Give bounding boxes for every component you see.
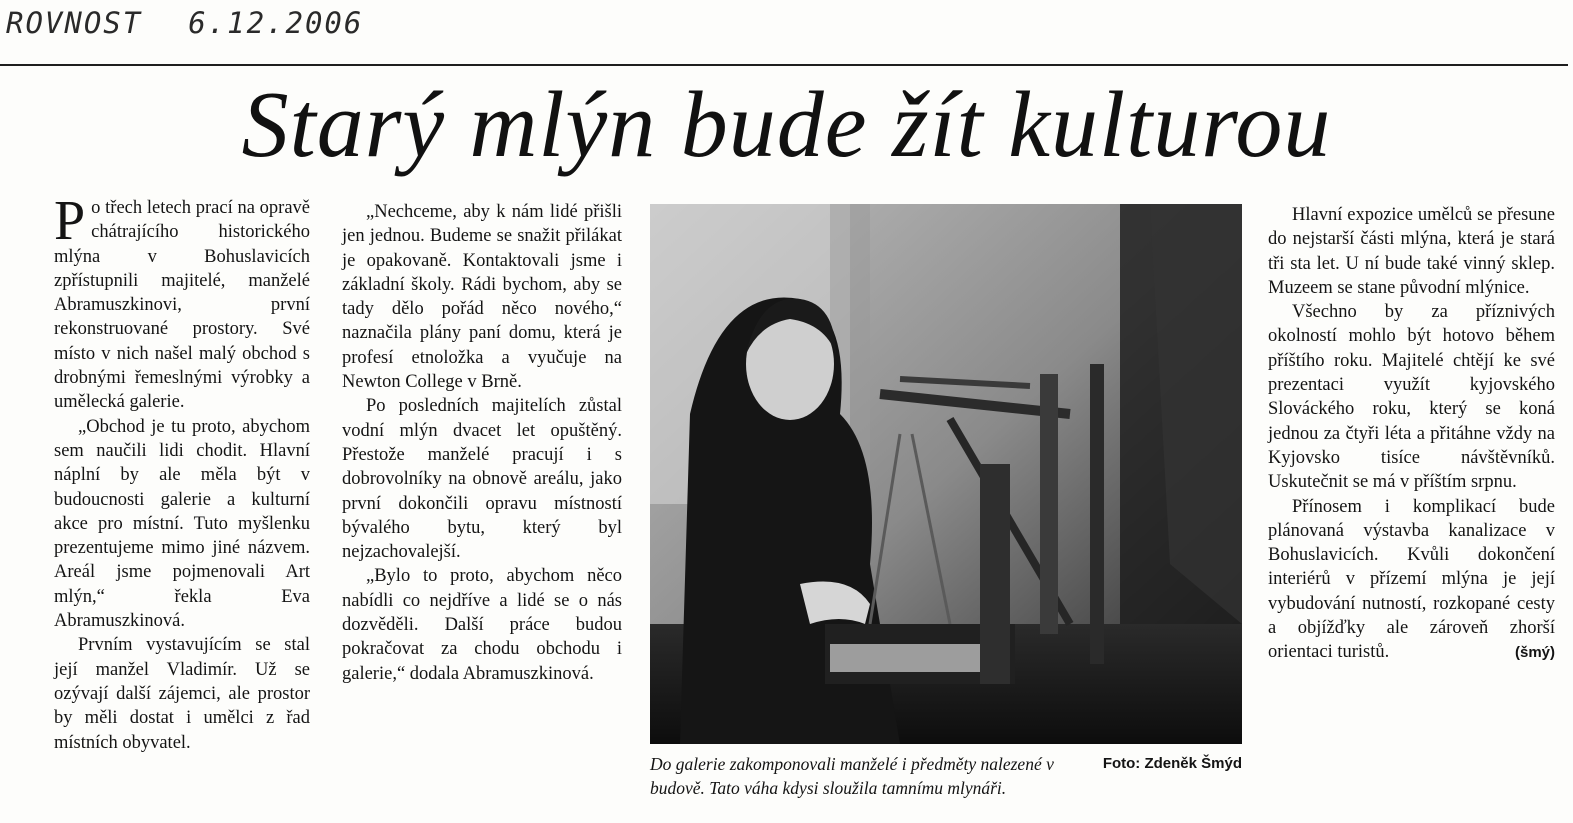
paragraph: Po posledních majitelích zůstal vodní mlýn dvacet let opuštěný. Přestože manželé pracují i s dobrovolníky na obnově areálu, jako první dokončili opravu místností bývalého bytu, který byl nejzachovalejší. <box>342 396 622 563</box>
paragraph: „Obchod je tu proto, abychom sem naučili lidi chodit. Hlavní náplní by ale měla být v budoucnosti galerie a kulturní akce pro místní. Tuto myšlenku prezentujeme mimo jiné názvem. Areál jsme pojmenovali Art mlýn,“ řekla Eva Abramuszkinová. <box>54 416 310 632</box>
handwritten-note <box>6 6 386 46</box>
bleed-through-text <box>1276 34 1466 54</box>
photo-illustration <box>650 204 1242 744</box>
paragraph: „Nechceme, aby k nám lidé přišli jen jednou. Budeme se snažit přilákat je opakovaně. Kontaktovali jsme i základní školy. Rádi bychom, aby se tady dělo pořád něco nového,“ naznačila plány paní domu, která je profesí etnoložka a vyučuje na Newton College v Brně. <box>342 202 622 393</box>
handwritten-source: ROVNOST <box>6 6 143 40</box>
article-column-4 <box>1268 203 1555 665</box>
article-headline: Starý mlýn bude žít kulturou <box>241 73 1332 177</box>
paragraph: „Bylo to proto, abychom něco nabídli co nejdříve a lidé se o nás dozvěděli. Další práce budou pokračovat za chodu obchodu i galerie,“ dodala Abramuszkinová. <box>342 566 622 684</box>
paragraph: Přínosem i komplikací bude plánovaná výstavba kanalizace v Bohuslavicích. Kvůli dokončení interiérů v přízemí mlýna je její vybudování nutností, rozkopané cesty a objížďky ale zároveň zhorší orientaci turistů. <box>1268 496 1555 663</box>
drop-cap: P <box>54 190 86 252</box>
paragraph: Všechno by za příznivých okolností mohlo být hotovo během příštího roku. Majitelé chtějí ke své prezentaci využít kyjovského Slováckého roku, který se koná jednou za čtyři léta a přitáhne vždy na Kyjovsko tisíce návštěvníků. Uskutečnit se má v příštím srpnu. <box>1268 302 1555 493</box>
article-photo <box>650 204 1242 744</box>
author-signature: (šmý) <box>1514 643 1555 661</box>
caption-text: Do galerie zakomponovali manželé i předměty nalezené v budově. Tato váha kdysi sloužila tamnímu mlynáři. <box>650 754 1054 798</box>
paragraph: Po třech letech prací na opravě chátrajícího historického mlýna v Bohuslavicích zpřístupnili majitelé, manželé Abramuszkinovi, první rekonstruované prostory. Své místo v nich našel malý obchod s drobnými řemeslnými výrobky a umělecká galerie. <box>54 190 310 413</box>
paragraph: Prvním vystavujícím se stal její manžel Vladimír. Už se ozývají další zájemci, ale prostor by měli dostat i umělci z řad místních obyvatel. <box>54 635 310 753</box>
article-column-2 <box>342 200 622 686</box>
handwritten-date: 6.12.2006 <box>188 6 364 40</box>
photo-caption <box>650 752 1242 800</box>
paragraph: Hlavní expozice umělců se přesune do nejstarší části mlýna, která je stará tři sta let. U ní bude také vinný sklep. Muzeem se stane původní mlýnice. <box>1268 205 1555 298</box>
photo-credit: Foto: Zdeněk Šmýd <box>1102 755 1242 772</box>
article-column-1 <box>54 190 310 755</box>
